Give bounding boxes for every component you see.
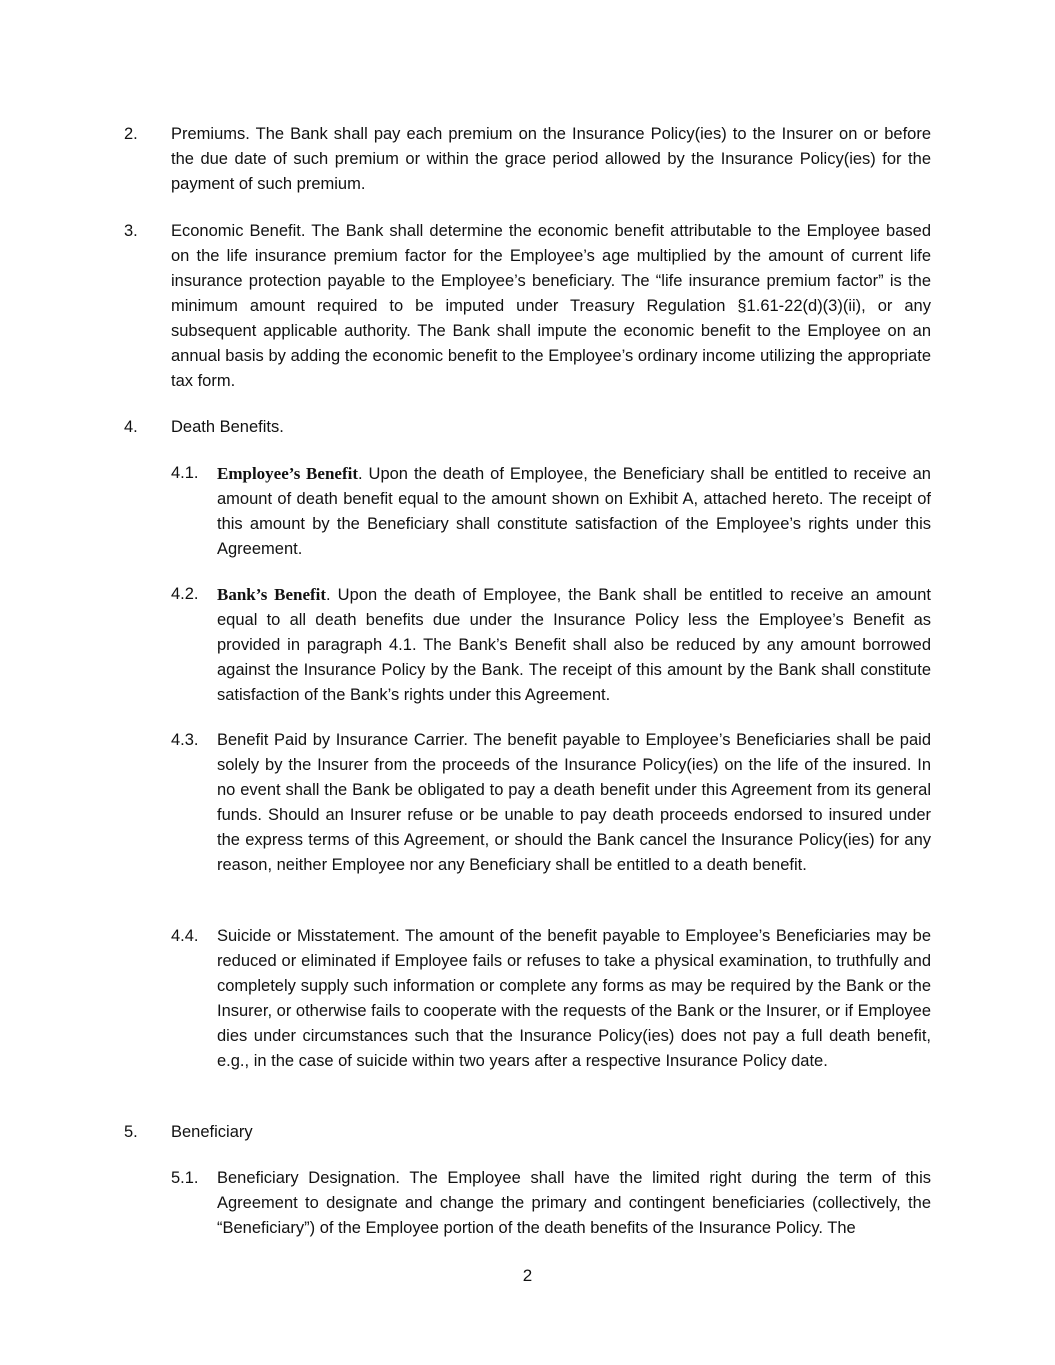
section-text: The benefit payable to Employee’s Beneficiaries shall be paid solely by the Insurer from the proceeds of the Insurance Policy(ies) on the life of the insured. In no event shall the Bank be obligated to pay a death benefit under this Agreement from its general funds. Should an Insurer refuse or be unable to pay death proceeds endorsed to insured under the express terms of this Agreement, or should the Bank cancel the Insurance Policy(ies) for any reason, neither Employee nor any Beneficiary shall be entitled to a death benefit. bbox=[217, 731, 931, 874]
section-4-death-benefits bbox=[124, 415, 931, 440]
section-number: 4.2. bbox=[171, 585, 199, 603]
section-text: The amount of the benefit payable to Employee’s Beneficiaries may be reduced or eliminated if Employee fails or refuses to take a physical examination, to truthfully and completely supply such information or complete any forms as may be required by the Bank or the Insurer, or otherwise fails to cooperate with the requests of the Bank or the Insurer, or if Employee dies under circumstances such that the Insurance Policy(ies) does not pay a full death benefit, e.g., in the case of suicide within two years after a respective Insurance Policy date. bbox=[217, 927, 932, 1070]
section-title: Economic Benefit. bbox=[171, 222, 306, 240]
section-5-1-beneficiary-designation bbox=[171, 1166, 931, 1241]
section-4-2-banks-benefit bbox=[171, 582, 932, 708]
section-4-1-employees-benefit bbox=[171, 461, 931, 562]
section-title: Beneficiary bbox=[171, 1123, 253, 1141]
section-4-3-benefit-paid-by-carrier bbox=[171, 728, 931, 878]
section-title: Death Benefits. bbox=[171, 418, 284, 436]
section-title: Bank’s Benefit bbox=[217, 585, 327, 604]
section-5-beneficiary bbox=[124, 1120, 931, 1145]
section-number: 2. bbox=[124, 125, 138, 143]
section-number: 5.1. bbox=[171, 1169, 199, 1187]
section-text: The Bank shall pay each premium on the Insurance Policy(ies) to the Insurer on or before the due date of such premium or within the grace period allowed by the Insurance Policy(ies) for the payment of such premium. bbox=[171, 125, 931, 193]
section-text: . Upon the death of Employee, the Beneficiary shall be entitled to receive an amount of death benefit equal to the amount shown on Exhibit A, attached hereto. The receipt of this amount by the Beneficiary shall constitute satisfaction of the Employee’s rights under this Agreement. bbox=[217, 465, 931, 558]
section-text: The Bank shall determine the economic benefit attributable to the Employee based on the life insurance premium factor for the Employee’s age multiplied by the amount of current life insurance protection payable to the Employee’s beneficiary. The “life insurance premium factor” is the minimum amount required to be imputed under Treasury Regulation §1.61-22(d)(3)(ii), or any subsequent applicable authority. The Bank shall impute the economic benefit to the Employee on an annual basis by adding the economic benefit to the Employee’s ordinary income utilizing the appropriate tax form. bbox=[171, 222, 931, 390]
section-number: 5. bbox=[124, 1123, 138, 1141]
section-title: Premiums. bbox=[171, 125, 250, 143]
section-number: 4. bbox=[124, 418, 138, 436]
section-title: Employee’s Benefit bbox=[217, 464, 358, 483]
section-text: The Employee shall have the limited right during the term of this Agreement to designate and change the primary and contingent beneficiaries (collectively, the “Beneficiary”) of the Employee portion of the death benefits of the Insurance Policy. The bbox=[217, 1169, 931, 1237]
section-2-premiums bbox=[124, 122, 931, 197]
section-title: Beneficiary Designation. bbox=[217, 1169, 400, 1187]
page-number: 2 bbox=[522, 1266, 533, 1285]
section-title: Suicide or Misstatement. bbox=[217, 927, 400, 945]
section-3-economic-benefit bbox=[124, 219, 931, 394]
section-number: 4.4. bbox=[171, 927, 199, 945]
section-number: 4.1. bbox=[171, 464, 199, 482]
section-number: 3. bbox=[124, 222, 138, 240]
section-title: Benefit Paid by Insurance Carrier. bbox=[217, 731, 468, 749]
section-text: . Upon the death of Employee, the Bank shall be entitled to receive an amount equal to all death benefits due under the Insurance Policy less the Employee’s Benefit as provided in paragraph 4.1. The Bank’s Benefit shall also be reduced by any amount borrowed against the Insurance Policy by the Bank. The receipt of this amount by the Bank shall constitute satisfaction of the Bank’s rights under this Agreement. bbox=[217, 586, 932, 704]
section-4-4-suicide-or-misstatement bbox=[171, 924, 932, 1074]
section-number: 4.3. bbox=[171, 731, 199, 749]
